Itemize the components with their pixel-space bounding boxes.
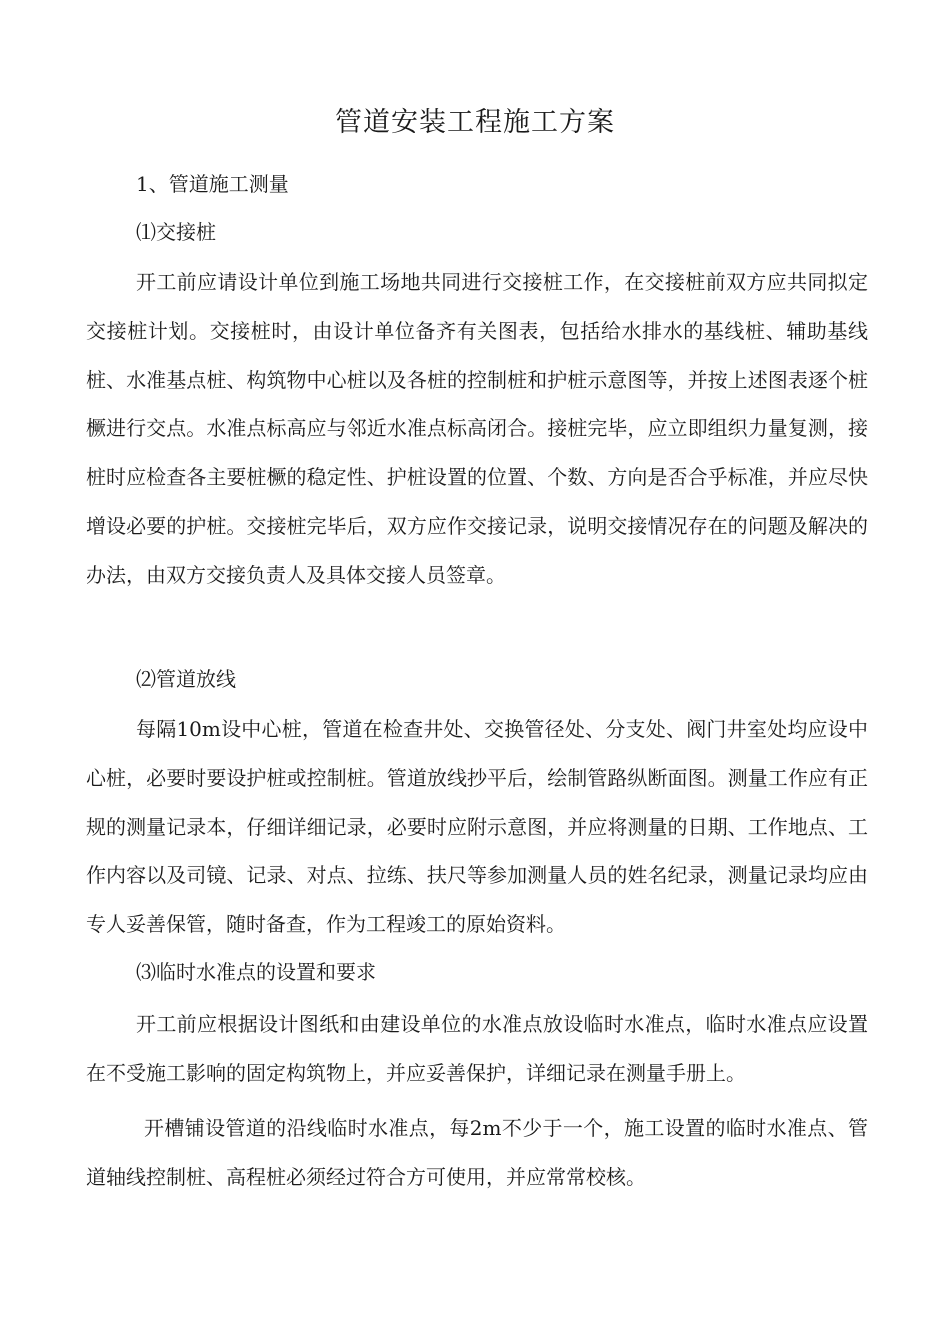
subsection-heading-stake-handover: ⑴交接桩 <box>136 220 216 244</box>
paragraph-stake-handover: 开工前应请设计单位到施工场地共同进行交接桩工作，在交接桩前双方应共同拟定交接桩计划。交接桩时，由设计单位备齐有关图表，包括给水排水的基线桩、辅助基线桩、水准基点桩、构筑物中心桩以及各桩的控制桩和护桩示意图等，并按上述图表逐个桩橛进行交点。水准点标高应与邻近水准点标高闭合。接桩完毕，应立即组织力量复测，接桩时应检查各主要桩橛的稳定性、护桩设置的位置、个数、方向是否合乎标准，并应尽快增设必要的护桩。交接桩完毕后，双方应作交接记录，说明交接情况存在的问题及解决的办法，由双方交接负责人及具体交接人员签章。 <box>86 270 868 587</box>
paragraph-benchmark-trench: 开槽铺设管道的沿线临时水准点，每2m不少于一个，施工设置的临时水准点、管道轴线控制桩、高程桩必须经过符合方可使用，并应常常校核。 <box>86 1116 868 1189</box>
subsection-heading-pipe-layout: ⑵管道放线 <box>136 667 236 691</box>
section-heading-survey: 1、管道施工测量 <box>136 172 289 196</box>
document-title: 管道安装工程施工方案 <box>335 107 615 138</box>
paragraph-pipe-layout: 每隔10m设中心桩，管道在检查井处、交换管径处、分支处、阀门井室处均应设中心桩，必要时要设护桩或控制桩。管道放线抄平后，绘制管路纵断面图。测量工作应有正规的测量记录本，仔细详细记录，必要时应附示意图，并应将测量的日期、工作地点、工作内容以及司镜、记录、对点、拉练、扶尺等参加测量人员的姓名纪录，测量记录均应由专人妥善保管，随时备查，作为工程竣工的原始资料。 <box>86 717 868 937</box>
subsection-heading-benchmark: ⑶临时水准点的设置和要求 <box>136 960 376 984</box>
paragraph-benchmark-setup: 开工前应根据设计图纸和由建设单位的水准点放设临时水准点，临时水准点应设置在不受施工影响的固定构筑物上，并应妥善保护，详细记录在测量手册上。 <box>86 1012 868 1085</box>
